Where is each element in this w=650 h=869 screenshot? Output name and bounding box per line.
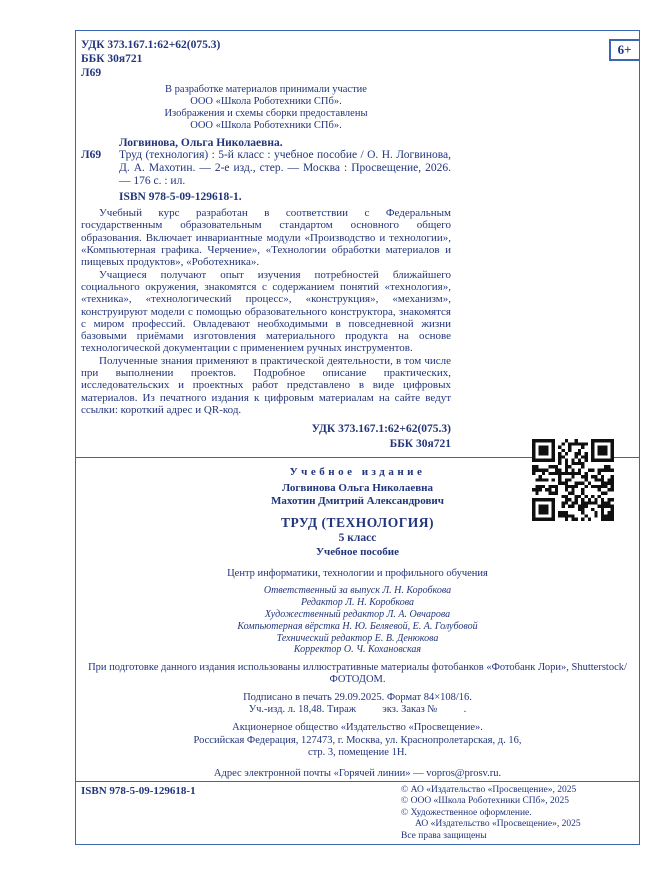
credit-line: ООО «Школа Роботехники СПб». [190, 119, 342, 131]
staff-role: Художественный редактор [264, 608, 385, 620]
bibliographic-section [81, 31, 451, 451]
catalog-isbn: ISBN 978-5-09-129618-1. [119, 191, 242, 204]
classification-codes [81, 39, 451, 80]
staff-line [76, 633, 639, 645]
imprint-page-frame [75, 30, 640, 845]
footer [81, 777, 633, 842]
staff-role: Ответственный за выпуск [263, 585, 380, 597]
catalog-entry-text: Труд (технология) : 5-й класс : учебное пособие / О. Н. Логвинова, Д. А. Махотин. — 2-е изд., стер. — Москва : Просвещение, 2026. — 176 с. : ил. [119, 149, 451, 188]
edition-author: Махотин Дмитрий Александрович [271, 494, 444, 507]
staff-line [76, 597, 639, 609]
copyright-block [401, 785, 633, 842]
bbk-code: ББК 30я721 [81, 52, 143, 65]
staff-name: Л. Н. Коробкова [345, 597, 414, 609]
copyright-line: © Художественное оформление. [401, 807, 532, 818]
staff-role: Компьютерная вёрстка [237, 620, 340, 632]
staff-line [76, 585, 639, 597]
edition-subtitle: Учебное пособие [315, 546, 400, 559]
grade-label: 5 класс [338, 532, 377, 545]
staff-role: Корректор [293, 644, 342, 656]
bbk-code-right: ББК 30я721 [389, 437, 451, 450]
print-info-line: Подписано в печать 29.09.2025. Формат 84×108/16. [243, 692, 472, 704]
print-info-line: Уч.-изд. л. 18,48. Тираж экз. Заказ № . [248, 704, 467, 716]
catalog-entry-row [81, 149, 451, 188]
staff-role: Технический редактор [276, 632, 373, 644]
copyright-line: АО «Издательство «Просвещение», 2025 [415, 819, 581, 830]
staff-name: Е. В. Денюкова [374, 632, 439, 644]
annotation-paragraph: Полученные знания применяют в практической деятельности, в том числе при выполнении проектов. Подробное описание практических, исследовательских и проектных работ представлено в виде цифровых материалов. Из печатного издания к цифровым материалам на сайте ведут ссылки: короткий адрес и QR-код. [81, 354, 451, 417]
copyright-line: Все права защищены [401, 830, 487, 841]
publisher-address [76, 722, 639, 759]
staff-name: О. Ч. Кохановская [343, 644, 422, 656]
publishing-center: Центр информатики, технологии и профильного обучения [227, 568, 488, 580]
photo-credit: При подготовке данного издания использованы иллюстративные материалы фотобанков «Фотобанк Лори», Shutterstock/ФОТОДОМ. [88, 662, 627, 686]
hotline-email: Адрес электронной почты «Горячей линии» — vopros@prosv.ru. [213, 767, 502, 779]
staff-line [76, 644, 639, 656]
edition-kind: Учебное издание [289, 466, 426, 479]
udk-code: УДК 373.167.1:62+62(075.3) [81, 39, 221, 51]
publisher-line: Российская Федерация, 127473, г. Москва, ул. Краснопролетарская, д. 16, [193, 734, 522, 746]
udk-code-right: УДК 373.167.1:62+62(075.3) [311, 423, 451, 436]
catalog-author: Логвинова, Ольга Николаевна. [119, 137, 283, 150]
catalog-entry [81, 137, 451, 203]
catalog-entry-code: Л69 [81, 149, 102, 162]
staff-list [76, 585, 639, 656]
staff-line [76, 621, 639, 633]
development-credits [81, 84, 451, 131]
print-info [76, 692, 639, 716]
age-rating-badge: 6+ [609, 39, 640, 61]
copyright-line: © АО «Издательство «Просвещение», 2025 [401, 785, 577, 796]
annotation-paragraph: Учебный курс разработан в соответствии с Федеральным государственным образовательным стандартом основного общего образования. Включает инвариантные модули «Производство и технологии», «Компьютерная графика. Черчение», «Технологии обработки материалов и пищевых продуктов», «Роботехника». [81, 207, 451, 269]
qr-code [532, 439, 614, 521]
credit-line: Изображения и схемы сборки предоставлены [164, 107, 368, 119]
annotation-paragraph: Учащиеся получают опыт изучения потребностей ближайшего социального окружения, знакомятся с содержанием понятий «технология», «техника», «технологический процесс», «конструкция», «механизм», конструируют модели с помощью образовательного конструктора, знакомятся с миром профессий. Овладевают необходимыми в повседневной жизни базовыми приёмами изготовления материального продукта на основе технологической документации с применением ручных инструментов. [81, 268, 451, 355]
credit-line: ООО «Школа Роботехники СПб». [190, 96, 342, 108]
edition-author: Логвинова Ольга Николаевна [281, 482, 433, 495]
staff-line [76, 609, 639, 621]
publisher-line: Акционерное общество «Издательство «Просвещение». [232, 722, 483, 734]
author-sign-code: Л69 [81, 66, 102, 79]
copyright-line: © ООО «Школа Роботехники СПб», 2025 [401, 796, 569, 807]
credit-line: В разработке материалов принимали участие [165, 84, 367, 96]
staff-name: Л. А. Овчарова [386, 608, 451, 620]
staff-role: Редактор [301, 597, 343, 609]
footer-isbn: ISBN 978-5-09-129618-1 [81, 785, 196, 798]
staff-name: Н. Ю. Беляевой, Е. А. Голубовой [342, 620, 478, 632]
classification-codes-right [81, 422, 451, 451]
staff-name: Л. Н. Коробкова [382, 585, 452, 597]
annotation [81, 207, 451, 416]
publisher-line: стр. 3, помещение 1Н. [307, 747, 408, 759]
book-title: ТРУД (ТЕХНОЛОГИЯ) [280, 515, 435, 531]
